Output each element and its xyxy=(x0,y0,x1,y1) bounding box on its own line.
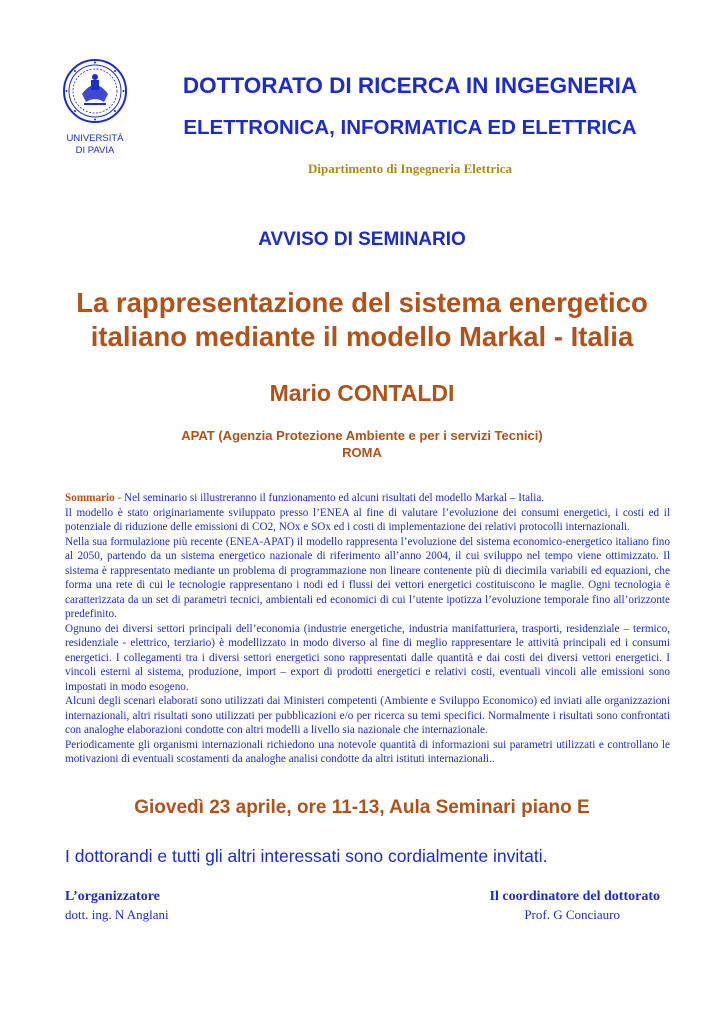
invitation-text: I dottorandi e tutti gli altri interessati sono cordialmente invitati. xyxy=(65,846,548,866)
event-datetime: Giovedì 23 aprile, ore 11-13, Aula Seminari piano E xyxy=(134,797,590,818)
summary-paragraph: Ognuno dei diversi settori principali dell’economia (industrie energetiche, industria manifatturiera, trasporti, residenziale – termico, residenziale - elettrico, terziario) è modellizzato in modo diverso al fine di meglio rappresentare le attività principali ed i consumi energetici. I collegamenti tra i diversi settori energetici sono rappresentati dalle quantità e dai costi dei diversi vettori energetici. I vincoli esterni al sistema, produzione, import – export di prodotti energetici e relativi costi, eventuali vincoli alle emissioni sono impostati in modo esogeno. xyxy=(65,622,670,693)
affiliation-city: ROMA xyxy=(342,445,382,460)
summary-intro: Nel seminario si illustreranno il funzionamento ed alcuni risultati del modello Markal – Italia. xyxy=(121,492,545,504)
speaker-name: Mario CONTALDI xyxy=(269,380,455,406)
organizer-name: dott. ing. N Anglani xyxy=(65,907,169,922)
seminar-title-line2: italiano mediante il modello Markal - Italia xyxy=(90,321,634,352)
program-title-line1: DOTTORATO DI RICERCA IN INGEGNERIA xyxy=(182,73,638,98)
summary-paragraph: Periodicamente gli organismi internazionali richiedono una notevole quantità di informazioni sui parametri utilizzati e controllano le motivazioni di eventuali scostamenti da analoghe analisi condotte da altri istituti internazionali.. xyxy=(65,738,670,765)
university-seal-icon xyxy=(62,58,128,124)
organizer-role: L’organizzatore xyxy=(65,889,160,904)
coordinator-role: Il coordinatore del dottorato xyxy=(489,889,660,904)
summary-paragraph xyxy=(65,491,670,506)
speaker-affiliation xyxy=(0,427,724,461)
summary-paragraph: Nella sua formulazione più recente (ENEA-APAT) il modello rappresenta l’evoluzione del sistema economico-energetico italiano fino al 2050, partendo da un sistema energetico nazionale di riferimento all’anno 2004, il cui sviluppo nel tempo viene ottimizzato. Il sistema è rappresentato mediante un problema di programmazione non lineare contenente più di diecimila variabili ed equazioni, che forma una rete di cui le tecnologie rappresentano i nodi ed i flussi dei vettori energetici costituiscono le maglie. Ogni tecnologia è caratterizzata da un set di parametri tecnici, ambientali ed economici di cui l’utente ipotizza l’evoluzione temporale fino all’orizzonte predefinito. xyxy=(65,535,670,620)
coordinator-name: Prof. G Conciauro xyxy=(524,907,620,922)
university-name xyxy=(58,133,132,157)
department-name: Dipartimento di Ingegneria Elettrica xyxy=(308,161,512,176)
university-name-line2: DI PAVIA xyxy=(75,145,115,156)
university-name-line1: UNIVERSITÀ xyxy=(66,133,124,144)
affiliation-name: APAT (Agenzia Protezione Ambiente e per i servizi Tecnici) xyxy=(181,428,543,443)
seminar-summary xyxy=(65,491,670,767)
summary-paragraph: Il modello è stato originariamente sviluppato presso l’ENEA al fine di valutare l’evoluzione dei consumi energetici, i costi ed il potenziale di riduzione delle emissioni di CO2, NOx e SOx ed i costi di implementazione dei relativi protocolli internazionali. xyxy=(65,506,670,533)
notice-heading: AVVISO DI SEMINARIO xyxy=(258,229,466,250)
seminar-title-line1: La rappresentazione del sistema energetico xyxy=(76,287,648,318)
program-title-line2: ELETTRONICA, INFORMATICA ED ELETTRICA xyxy=(183,116,637,139)
summary-label: Sommario - xyxy=(65,492,122,504)
seminar-title xyxy=(20,286,704,354)
summary-paragraph: Alcuni degli scenari elaborati sono utilizzati dai Ministeri competenti (Ambiente e Sviluppo Economico) ed inviati alle organizzazioni internazionali, altri risultati sono utilizzati per pubblicazioni e/o per ricerca su temi specifici. Normalmente i risultati sono confrontati con analoghe elaborazioni condotte con altri modelli a livello sia nazionale che internazionale. xyxy=(65,695,670,736)
